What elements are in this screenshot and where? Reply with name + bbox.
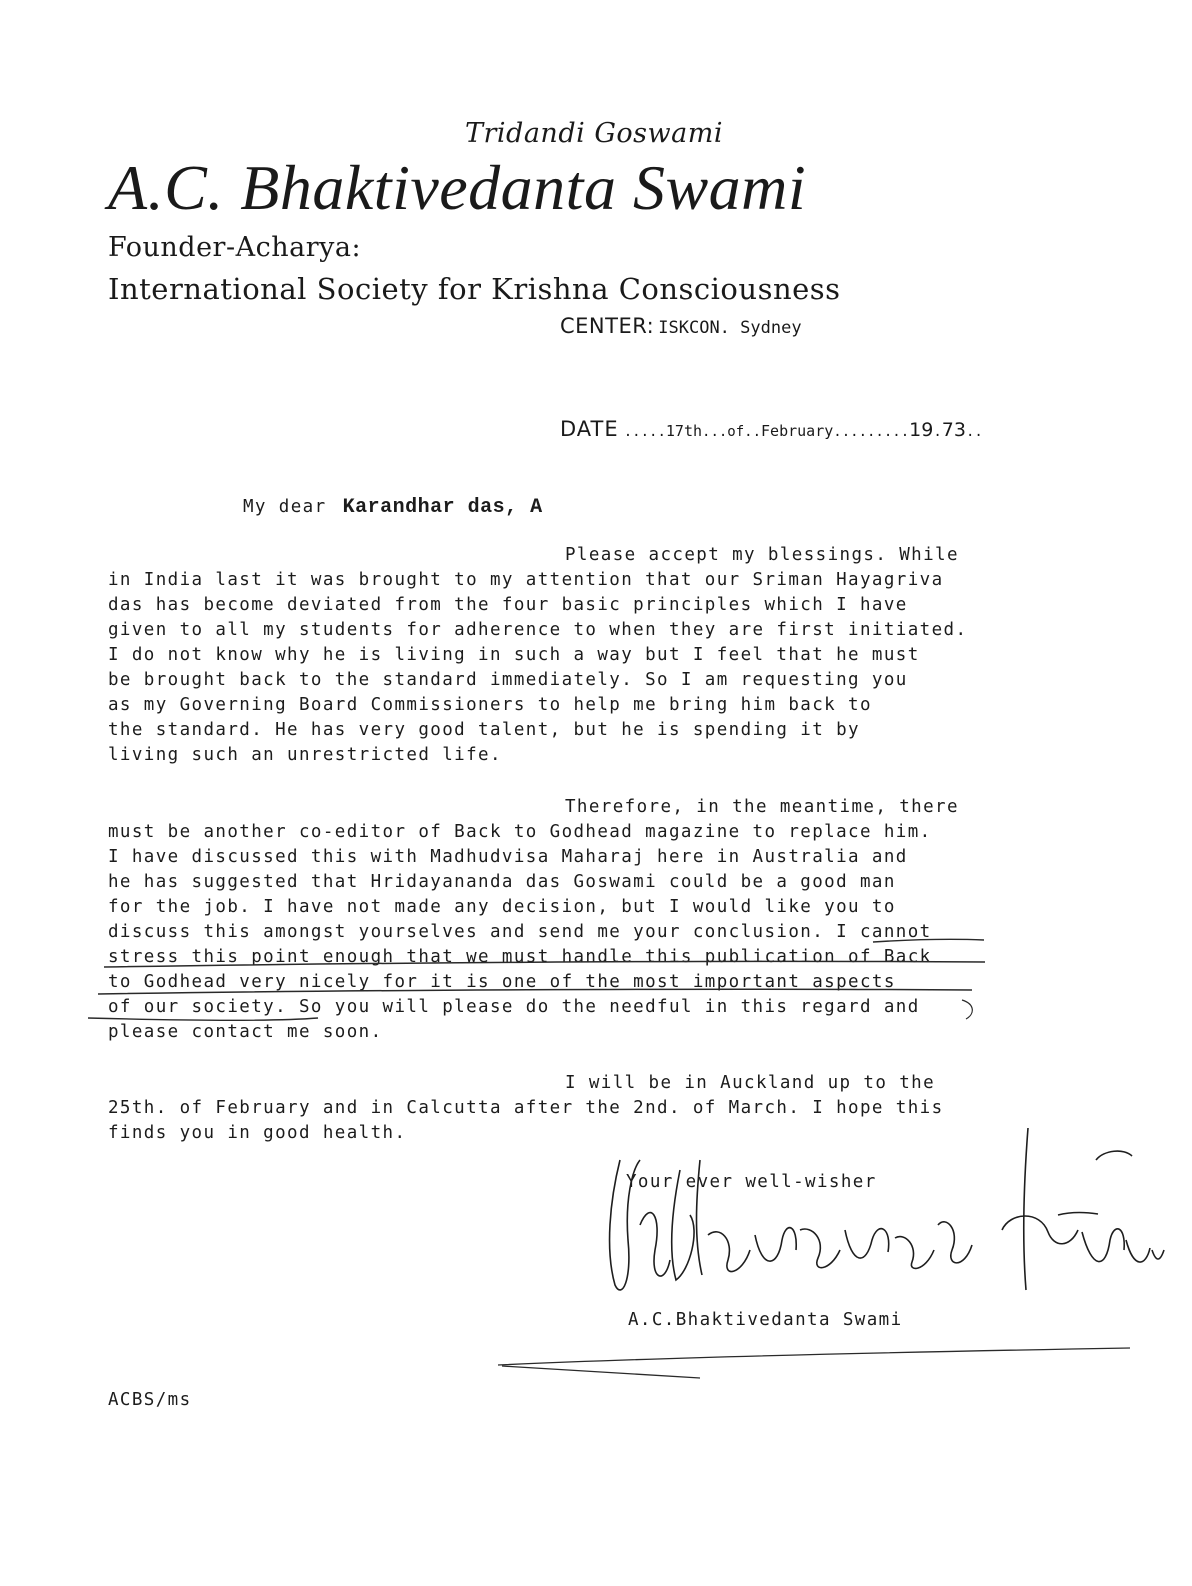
pen-stroke-1 xyxy=(498,1348,1130,1365)
signature-name: A.C.Bhaktivedanta Swami xyxy=(628,1310,903,1330)
pen-stroke-2 xyxy=(502,1366,700,1378)
date-day: 17th xyxy=(665,422,703,440)
closing-text: Your ever well-wisher xyxy=(626,1172,877,1192)
underline-3 xyxy=(98,989,972,994)
paragraph-line: as my Governing Board Commissioners to help me bring him back to xyxy=(108,695,872,715)
paragraph-line: given to all my students for adherence to when they are first initiated. xyxy=(108,620,968,640)
paragraph-line: finds you in good health. xyxy=(108,1123,407,1143)
paragraph-line: please contact me soon. xyxy=(108,1022,383,1042)
center-value: ISKCON. Sydney xyxy=(658,318,802,338)
paragraph-line: Please accept my blessings. While xyxy=(565,545,959,565)
paragraph-line: of our society. So you will please do the needful in this regard and xyxy=(108,997,920,1017)
letterhead-name: A.C. Bhaktivedanta Swami xyxy=(108,152,807,223)
paragraph-line: I have discussed this with Madhudvisa Maharaj here in Australia and xyxy=(108,847,908,867)
typist-initials: ACBS/ms xyxy=(108,1390,192,1410)
paragraph-line: be brought back to the standard immediately. So I am requesting you xyxy=(108,670,908,690)
salutation-prefix: My dear xyxy=(243,497,327,517)
letterhead-society: International Society for Krishna Consciousness xyxy=(108,272,841,306)
paragraph-line: Therefore, in the meantime, there xyxy=(565,797,959,817)
center-label: CENTER: xyxy=(560,314,655,338)
letterhead-tridandi: Tridandi Goswami xyxy=(465,118,723,149)
signature-icon xyxy=(610,1128,1164,1290)
date-year-suffix: 73 xyxy=(941,419,966,441)
underline-4 xyxy=(88,1018,318,1020)
paragraph-line: in India last it was brought to my attention that our Sriman Hayagriva xyxy=(108,570,944,590)
paragraph-line: discuss this amongst yourselves and send me your conclusion. I cannot xyxy=(108,922,932,942)
paragraph-line: the standard. He has very good talent, but he is spending it by xyxy=(108,720,860,740)
date-month: February xyxy=(761,422,834,440)
bracket-right xyxy=(962,1000,972,1019)
paragraph-line: to Godhead very nicely for it is one of the most important aspects xyxy=(108,972,896,992)
paragraph-line: for the job. I have not made any decision, but I would like you to xyxy=(108,897,896,917)
paragraph-line: stress this point enough that we must handle this publication of Back xyxy=(108,947,932,967)
paragraph-line: 25th. of February and in Calcutta after the 2nd. of March. I hope this xyxy=(108,1098,944,1118)
paragraph-line: must be another co-editor of Back to Godhead magazine to replace him. xyxy=(108,822,932,842)
date-line: DATE .....17th...of..February.........19.73.. xyxy=(560,417,983,441)
paragraph-line: he has suggested that Hridayananda das Goswami could be a good man xyxy=(108,872,896,892)
date-year-prefix: 19 xyxy=(909,419,934,441)
paragraph-line: I do not know why he is living in such a way but I feel that he must xyxy=(108,645,920,665)
paragraph-line: I will be in Auckland up to the xyxy=(565,1073,936,1093)
paragraph-line: das has become deviated from the four basic principles which I have xyxy=(108,595,908,615)
paragraph-line: living such an unrestricted life. xyxy=(108,745,502,765)
date-label: DATE xyxy=(560,417,619,441)
addressee: Karandhar das, A xyxy=(342,496,543,519)
letterhead-founder: Founder-Acharya: xyxy=(108,232,362,263)
underline-2 xyxy=(104,961,985,967)
underline-1 xyxy=(873,939,984,942)
